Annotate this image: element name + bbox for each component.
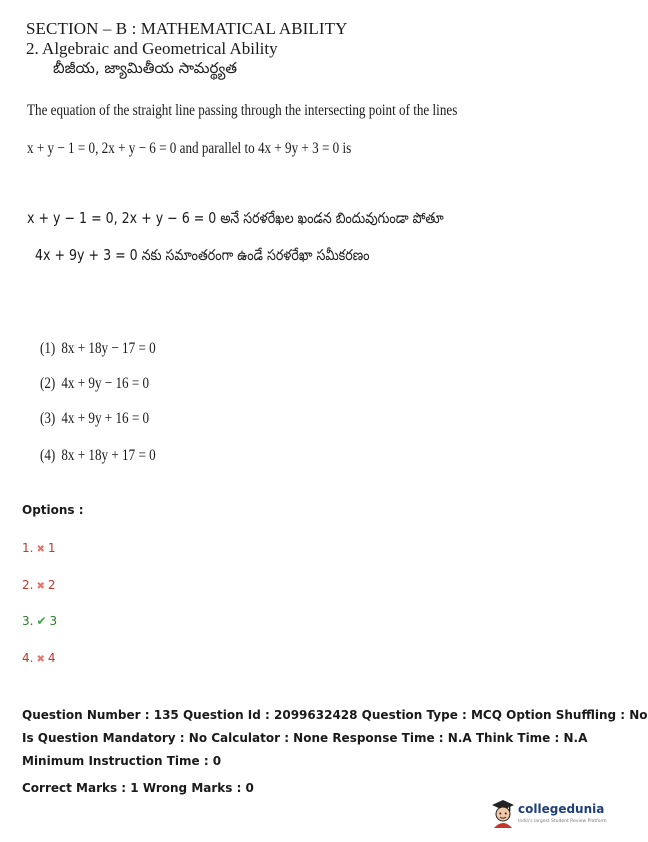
option-prefix: 4. (22, 651, 34, 665)
answer-choice-1 (40, 340, 156, 358)
option-3 (22, 614, 57, 628)
check-icon: ✔ (36, 614, 47, 628)
option-value: 2 (47, 578, 56, 592)
question-meta-line4: Correct Marks : 1 Wrong Marks : 0 (22, 781, 254, 795)
cross-icon: ✖ (36, 654, 45, 665)
brand-name: collegedunia (518, 802, 605, 816)
option-value: 1 (47, 541, 56, 555)
question-meta-line2: Is Question Mandatory : No Calculator : None Response Time : N.A Think Time : N.A (22, 731, 588, 745)
question-text-telugu-line2: 4x + 9y + 3 = 0 నకు సమాంతరంగా ఉండే సరళరేఖా సమీకరణం (35, 246, 370, 264)
option-prefix: 2. (22, 578, 34, 592)
answer-choice-2 (40, 375, 149, 393)
graduate-avatar-icon (490, 798, 516, 828)
option-1 (22, 541, 55, 555)
brand-tagline: India's largest Student Review Platform (518, 819, 607, 824)
subsection-heading: 2. Algebraic and Geometrical Ability (26, 39, 278, 58)
answer-choice-3 (40, 410, 149, 428)
answer-choice-4 (40, 447, 156, 465)
question-text-english-line1: The equation of the straight line passing through the intersecting point of the lines (27, 102, 458, 119)
choice-text: 8x + 18y + 17 = 0 (61, 447, 156, 464)
choice-number: (3) (40, 410, 56, 427)
question-meta-line1: Question Number : 135 Question Id : 2099632428 Question Type : MCQ Option Shuffling : No (22, 708, 648, 722)
choice-text: 4x + 9y + 16 = 0 (61, 410, 150, 427)
question-text-english-line2: x + y − 1 = 0, 2x + y − 6 = 0 and parallel to 4x + 9y + 3 = 0 is (27, 140, 352, 157)
choice-number: (1) (40, 340, 56, 357)
option-prefix: 1. (22, 541, 34, 555)
option-prefix: 3. (22, 614, 34, 628)
option-2 (22, 578, 55, 592)
choice-number: (4) (40, 447, 56, 464)
subsection-heading-telugu: బీజీయ, జ్యామితీయ సామర్థ్యత (53, 59, 238, 77)
choice-number: (2) (40, 375, 56, 392)
question-text-telugu-line1: x + y − 1 = 0, 2x + y − 6 = 0 అనే సరళరేఖల ఖండన బిందువుగుండా పోతూ (27, 209, 444, 227)
question-meta-line3: Minimum Instruction Time : 0 (22, 754, 222, 768)
option-value: 4 (47, 651, 56, 665)
options-title: Options : (22, 503, 84, 517)
option-value: 3 (49, 614, 58, 628)
choice-text: 4x + 9y − 16 = 0 (61, 375, 150, 392)
cross-icon: ✖ (36, 581, 45, 592)
cross-icon: ✖ (36, 544, 45, 555)
section-heading: SECTION – B : MATHEMATICAL ABILITY (26, 19, 348, 38)
option-4 (22, 651, 55, 665)
choice-text: 8x + 18y − 17 = 0 (61, 340, 156, 357)
brand-logo (490, 798, 607, 830)
